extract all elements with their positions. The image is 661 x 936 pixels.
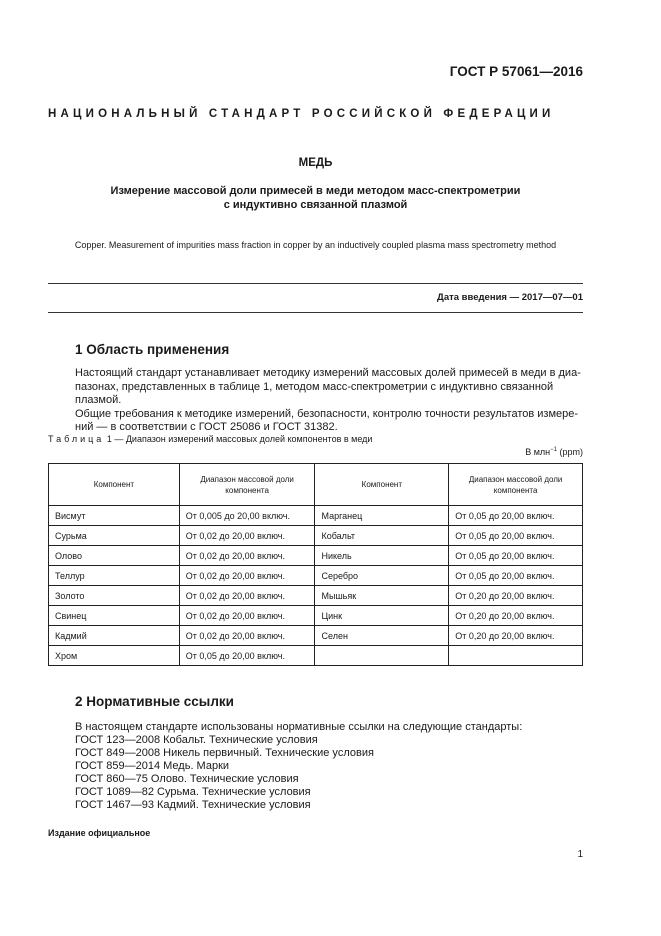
table-cell: Висмут	[49, 506, 180, 526]
table-cell: Марганец	[315, 506, 449, 526]
table-row	[49, 606, 583, 626]
table-cell: Хром	[49, 646, 180, 666]
table-cell: Серебро	[315, 566, 449, 586]
table-cell: Никель	[315, 546, 449, 566]
section2-heading: 2 Нормативные ссылки	[75, 694, 234, 709]
official-edition-label: Издание официальное	[48, 828, 151, 838]
table-cell: От 0,02 до 20,00 включ.	[179, 606, 315, 626]
reference-item: ГОСТ 849—2008 Никель первичный. Технические условия	[75, 747, 374, 759]
table-header-row	[49, 464, 583, 506]
reference-item: ГОСТ 859—2014 Медь. Марки	[75, 760, 230, 772]
introduction-date: Дата введения — 2017—07—01	[437, 292, 583, 303]
header-range: Диапазон массовой доли компонента	[179, 464, 315, 506]
table-cell: Цинк	[315, 606, 449, 626]
table-cell: От 0,05 до 20,00 включ.	[449, 546, 583, 566]
table-cell: От 0,005 до 20,00 включ.	[179, 506, 315, 526]
table-cell: От 0,02 до 20,00 включ.	[179, 566, 315, 586]
table-cell: Теллур	[49, 566, 180, 586]
document-subtitle-line2: с индуктивно связанной плазмой	[223, 199, 408, 211]
table-cell: Золото	[49, 586, 180, 606]
table-cell	[449, 646, 583, 666]
page-number: 1	[577, 849, 583, 860]
table-cell: От 0,05 до 20,00 включ.	[449, 506, 583, 526]
table-cell: От 0,05 до 20,00 включ.	[449, 526, 583, 546]
table-cell: Кобальт	[315, 526, 449, 546]
header-range: Диапазон массовой доли компонента	[449, 464, 583, 506]
english-title: Copper. Measurement of impurities mass fraction in copper by an inductively coupled plasma mass spectrometry method	[74, 240, 557, 250]
table-cell: Мышьяк	[315, 586, 449, 606]
table-row	[49, 526, 583, 546]
table-cell: Олово	[49, 546, 180, 566]
table-caption-label: Таблица	[48, 434, 105, 444]
section1-para2-line1: Общие требования к методике измерений, безопасности, контролю точности результатов измере-	[75, 407, 579, 420]
table-cell: Сурьма	[49, 526, 180, 546]
table-row	[49, 646, 583, 666]
document-subtitle-line1: Измерение массовой доли примесей в меди методом масс-спектрометрии	[110, 185, 521, 197]
table-cell: От 0,20 до 20,00 включ.	[449, 586, 583, 606]
table-caption	[48, 434, 372, 444]
reference-item: ГОСТ 860—75 Олово. Технические условия	[75, 773, 299, 785]
table-cell: От 0,20 до 20,00 включ.	[449, 626, 583, 646]
table-row	[49, 626, 583, 646]
table-caption-text: 1 — Диапазон измерений массовых долей компонентов в меди	[106, 434, 373, 444]
section1-paragraph	[75, 367, 583, 435]
table-cell: От 0,02 до 20,00 включ.	[179, 526, 315, 546]
document-title: МЕДЬ	[298, 157, 333, 169]
references-intro: В настоящем стандарте использованы нормативные ссылки на следующие стандарты:	[75, 721, 523, 733]
national-standard-heading: НАЦИОНАЛЬНЫЙ СТАНДАРТ РОССИЙСКОЙ ФЕДЕРАЦИИ	[48, 108, 555, 120]
table-cell: От 0,05 до 20,00 включ.	[179, 646, 315, 666]
table-cell: Селен	[315, 626, 449, 646]
table-row	[49, 546, 583, 566]
divider-bottom	[48, 312, 583, 313]
impurity-range-table	[48, 463, 583, 666]
table-cell: Свинец	[49, 606, 180, 626]
header-component: Компонент	[49, 464, 180, 506]
reference-item: ГОСТ 1089—82 Сурьма. Технические условия	[75, 786, 311, 798]
table-cell: От 0,02 до 20,00 включ.	[179, 546, 315, 566]
header-component: Компонент	[315, 464, 449, 506]
reference-item: ГОСТ 123—2008 Кобальт. Технические условия	[75, 734, 318, 746]
section1-para2-line2: ний — в соответствии с ГОСТ 25086 и ГОСТ 31382.	[75, 421, 338, 433]
table-row	[49, 586, 583, 606]
table-cell: Кадмий	[49, 626, 180, 646]
divider-top	[48, 283, 583, 284]
table-cell	[315, 646, 449, 666]
normative-references	[75, 721, 522, 812]
section1-heading: 1 Область применения	[75, 342, 230, 357]
section1-para1-line1: Настоящий стандарт устанавливает методику измерений массовых долей примесей в меди в диа-	[75, 367, 581, 379]
reference-item: ГОСТ 1467—93 Кадмий. Технические условия	[75, 799, 311, 811]
section1-para1-line2: пазонах, представленных в таблице 1, методом масс-спектрометрии с индуктивно связанной плазмой.	[75, 380, 554, 406]
table-row	[49, 506, 583, 526]
table-cell: От 0,02 до 20,00 включ.	[179, 586, 315, 606]
table-units: В млн$^{-1}$ (ppm)	[525, 447, 583, 457]
table-cell: От 0,05 до 20,00 включ.	[449, 566, 583, 586]
table-row	[49, 566, 583, 586]
gost-code: ГОСТ Р 57061—2016	[449, 64, 583, 79]
table-cell: От 0,20 до 20,00 включ.	[449, 606, 583, 626]
table-cell: От 0,02 до 20,00 включ.	[179, 626, 315, 646]
